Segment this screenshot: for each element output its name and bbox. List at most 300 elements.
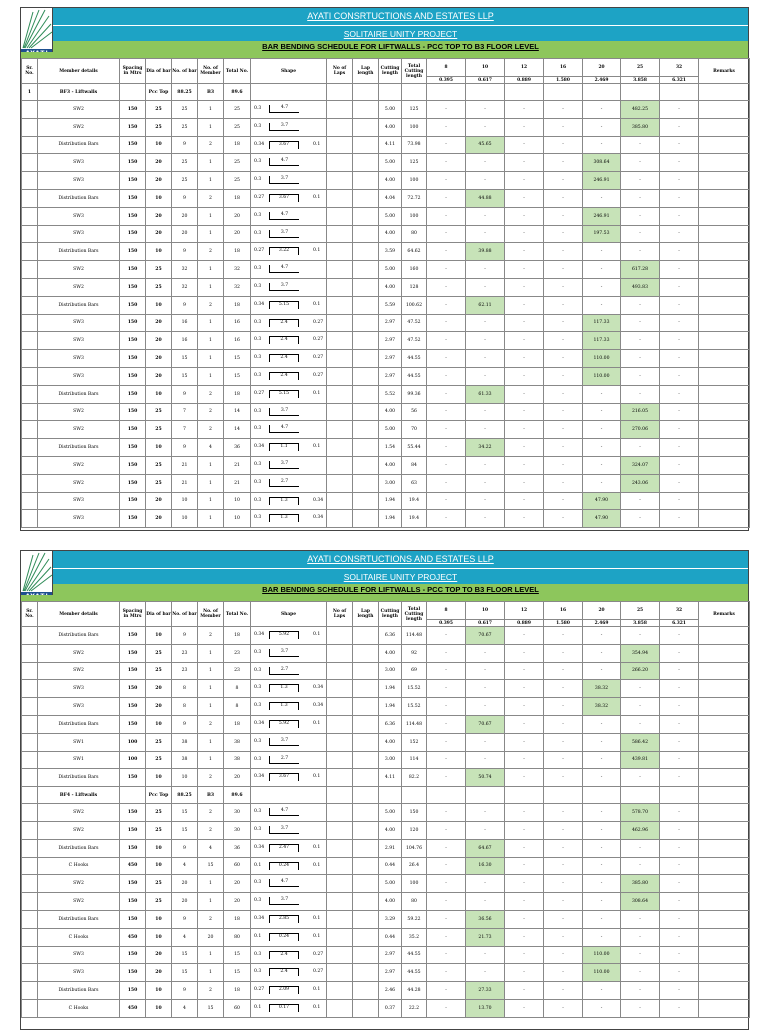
cell-member: Distribution Bars	[38, 769, 120, 787]
cell-nomember: 1	[198, 964, 224, 982]
cell-nobar: 7	[172, 403, 198, 421]
cell-laps	[327, 510, 353, 528]
table-row	[22, 225, 750, 243]
cell-weight: -	[583, 439, 621, 457]
shape-leg-a: 0.3	[254, 756, 262, 762]
cell-dia: 20	[146, 154, 172, 172]
cell-weight: 27.33	[466, 982, 505, 1000]
cell-nobar: 4	[172, 857, 198, 875]
cell-sr	[22, 207, 38, 225]
shape-leg-c: 0.1	[313, 301, 321, 307]
section-row	[22, 84, 750, 101]
cell-spacing: 150	[120, 680, 146, 698]
cell-weight: -	[621, 928, 660, 946]
cell-member: SW3	[38, 367, 120, 385]
cell-totcut: 63	[402, 474, 427, 492]
cell-weight: -	[505, 510, 544, 528]
cell-laplen	[353, 456, 379, 474]
cell-weight: -	[621, 314, 660, 332]
cell-totcut: 22.2	[402, 999, 427, 1017]
cell-dia: 25	[146, 118, 172, 136]
cell-member: Distribution Bars	[38, 189, 120, 207]
cell-dia: 20	[146, 314, 172, 332]
cell-weight: -	[544, 403, 583, 421]
shape-leg-c: 0.1	[313, 390, 321, 396]
table-row	[22, 857, 750, 875]
cell-totcut: 72.72	[402, 189, 427, 207]
shape-leg-a: 0.34	[254, 141, 265, 147]
cell-laplen	[353, 243, 379, 261]
cell-weight: -	[660, 751, 699, 769]
cell-laplen	[353, 332, 379, 350]
section-blank	[251, 84, 327, 101]
cell-nomember: 15	[198, 999, 224, 1017]
cell-cutlen: 5.00	[379, 261, 402, 279]
cell-dia: 10	[146, 857, 172, 875]
bar-shape-icon: 3.22	[269, 247, 299, 255]
cell-weight: -	[621, 172, 660, 190]
cell-weight: -	[544, 733, 583, 751]
cell-laplen	[353, 510, 379, 528]
header-row	[22, 59, 750, 77]
cell-dia: 10	[146, 136, 172, 154]
col-header-totcut: Total Cutting length	[402, 602, 427, 627]
cell-nobar: 4	[172, 999, 198, 1017]
cell-weight: -	[544, 910, 583, 928]
cell-weight: 385.80	[621, 118, 660, 136]
cell-dia: 20	[146, 207, 172, 225]
shape-leg-a: 0.3	[254, 177, 262, 183]
cell-sr	[22, 857, 38, 875]
cell-weight: -	[427, 510, 466, 528]
cell-weight: -	[505, 644, 544, 662]
schedule-title: BAR BENDING SCHEDULE FOR LIFTWALLS - PCC TOP TO B3 FLOOR LEVEL	[53, 41, 748, 52]
cell-nobar: 20	[172, 893, 198, 911]
cell-dia: 25	[146, 403, 172, 421]
cell-sr	[22, 474, 38, 492]
cell-laps	[327, 136, 353, 154]
cell-sr	[22, 751, 38, 769]
cell-laps	[327, 733, 353, 751]
cell-shape	[251, 662, 327, 680]
cell-shape	[251, 644, 327, 662]
cell-weight: -	[544, 769, 583, 787]
col-header-d25: 25	[621, 602, 660, 620]
cell-weight: -	[427, 474, 466, 492]
cell-member: SW2	[38, 662, 120, 680]
cell-sr	[22, 662, 38, 680]
cell-laplen	[353, 350, 379, 368]
cell-weight: 243.06	[621, 474, 660, 492]
cell-weight: -	[466, 332, 505, 350]
cell-remarks	[699, 946, 750, 964]
cell-weight: -	[427, 439, 466, 457]
cell-remarks	[699, 964, 750, 982]
cell-weight: -	[660, 510, 699, 528]
cell-shape	[251, 769, 327, 787]
table-row	[22, 821, 750, 839]
cell-weight: 39.88	[466, 243, 505, 261]
company-title: AYATI CONSRTUCTIONS AND ESTATES LLP	[53, 551, 748, 568]
shape-leg-c: 0.1	[313, 248, 321, 254]
cell-totcut: 26.4	[402, 857, 427, 875]
col-header-d10: 10	[466, 602, 505, 620]
cell-total: 80	[224, 928, 251, 946]
cell-weight: -	[427, 821, 466, 839]
section-blank	[621, 787, 660, 804]
cell-spacing: 150	[120, 715, 146, 733]
table-row	[22, 367, 750, 385]
cell-spacing: 150	[120, 154, 146, 172]
cell-remarks	[699, 644, 750, 662]
cell-weight: -	[505, 839, 544, 857]
cell-dia: 10	[146, 439, 172, 457]
section-blank	[427, 787, 466, 804]
cell-totcut: 100	[402, 172, 427, 190]
cell-sr	[22, 627, 38, 645]
cell-shape	[251, 101, 327, 119]
cell-shape	[251, 875, 327, 893]
cell-totcut: 100	[402, 118, 427, 136]
cell-weight: -	[660, 278, 699, 296]
cell-total: 25	[224, 154, 251, 172]
cell-cutlen: 5.00	[379, 154, 402, 172]
cell-nomember: 2	[198, 910, 224, 928]
shape-leg-a: 0.3	[254, 703, 262, 709]
cell-nobar: 8	[172, 680, 198, 698]
shape-leg-a: 0.3	[254, 372, 262, 378]
bar-shape-icon: 3.67	[269, 773, 299, 781]
unit-weight-w12: 0.889	[505, 77, 544, 84]
shape-leg-c: 0.1	[313, 915, 321, 921]
cell-totcut: 100	[402, 207, 427, 225]
shape-leg-a: 0.3	[254, 283, 262, 289]
cell-nobar: 9	[172, 296, 198, 314]
shape-leg-a: 0.3	[254, 951, 262, 957]
cell-shape	[251, 839, 327, 857]
cell-weight: 308.64	[583, 154, 621, 172]
cell-spacing: 150	[120, 172, 146, 190]
cell-weight: -	[466, 172, 505, 190]
cell-spacing: 150	[120, 207, 146, 225]
cell-laplen	[353, 136, 379, 154]
cell-spacing: 150	[120, 662, 146, 680]
cell-weight: -	[621, 492, 660, 510]
cell-spacing: 150	[120, 332, 146, 350]
col-header-totcut: Total Cutting length	[402, 59, 427, 84]
cell-total: 10	[224, 492, 251, 510]
cell-weight: -	[505, 964, 544, 982]
table-row	[22, 839, 750, 857]
cell-dia: 20	[146, 492, 172, 510]
shape-leg-a: 0.34	[254, 301, 265, 307]
cell-laps	[327, 821, 353, 839]
shape-leg-c: 0.1	[313, 720, 321, 726]
cell-weight: -	[466, 225, 505, 243]
cell-laplen	[353, 698, 379, 716]
cell-dia: 10	[146, 769, 172, 787]
table-row	[22, 910, 750, 928]
table-row	[22, 928, 750, 946]
table-row	[22, 296, 750, 314]
cell-laps	[327, 172, 353, 190]
cell-weight: -	[583, 928, 621, 946]
cell-weight: 70.67	[466, 715, 505, 733]
cell-nobar: 7	[172, 421, 198, 439]
shape-leg-a: 0.1	[254, 1004, 262, 1010]
cell-laplen	[353, 928, 379, 946]
project-title: SOLITAIRE UNITY PROJECT	[53, 25, 748, 41]
cell-cutlen: 4.00	[379, 893, 402, 911]
bar-shape-icon: 3.7	[269, 897, 299, 905]
cell-shape	[251, 421, 327, 439]
cell-weight: -	[583, 296, 621, 314]
cell-weight: -	[660, 367, 699, 385]
shape-leg-a: 0.3	[254, 880, 262, 886]
cell-member: C Hooks	[38, 928, 120, 946]
cell-weight: -	[466, 804, 505, 822]
cell-remarks	[699, 769, 750, 787]
cell-remarks	[699, 225, 750, 243]
table-row	[22, 261, 750, 279]
cell-spacing: 150	[120, 769, 146, 787]
cell-member: Distribution Bars	[38, 136, 120, 154]
cell-laplen	[353, 839, 379, 857]
cell-cutlen: 4.04	[379, 189, 402, 207]
cell-shape	[251, 243, 327, 261]
cell-weight: -	[583, 421, 621, 439]
cell-weight: -	[427, 314, 466, 332]
cell-member: SW2	[38, 421, 120, 439]
cell-dia: 10	[146, 999, 172, 1017]
cell-sr	[22, 118, 38, 136]
cell-remarks	[699, 189, 750, 207]
cell-weight: -	[583, 662, 621, 680]
col-header-spacing: Spacing in Mtrs	[120, 59, 146, 84]
cell-laps	[327, 225, 353, 243]
cell-totcut: 100	[402, 875, 427, 893]
unit-weight-w32: 6.321	[660, 77, 699, 84]
cell-nomember: 1	[198, 662, 224, 680]
cell-weight: -	[427, 662, 466, 680]
cell-weight: -	[427, 492, 466, 510]
col-header-laplen: Lap length	[353, 602, 379, 627]
company-logo	[21, 551, 53, 601]
cell-weight: 70.67	[466, 627, 505, 645]
company-logo	[21, 8, 53, 58]
cell-cutlen: 4.00	[379, 118, 402, 136]
cell-weight: -	[505, 118, 544, 136]
table-row	[22, 492, 750, 510]
table-row	[22, 314, 750, 332]
cell-total: 30	[224, 804, 251, 822]
bar-shape-icon: 5.15	[269, 301, 299, 309]
cell-cutlen: 2.97	[379, 350, 402, 368]
cell-weight: -	[427, 136, 466, 154]
cell-spacing: 450	[120, 999, 146, 1017]
cell-totcut: 15.52	[402, 698, 427, 716]
cell-sr	[22, 821, 38, 839]
cell-member: SW1	[38, 733, 120, 751]
section-row	[22, 787, 750, 804]
cell-weight: 50.74	[466, 769, 505, 787]
shape-leg-a: 0.3	[254, 898, 262, 904]
cell-weight: -	[660, 385, 699, 403]
shape-leg-c: 0.1	[313, 933, 321, 939]
cell-weight: -	[660, 662, 699, 680]
cell-total: 18	[224, 910, 251, 928]
table-row	[22, 946, 750, 964]
unit-weight-w16: 1.580	[544, 77, 583, 84]
cell-weight: 462.96	[621, 821, 660, 839]
cell-total: 21	[224, 456, 251, 474]
cell-weight: -	[621, 857, 660, 875]
cell-nobar: 20	[172, 225, 198, 243]
cell-laps	[327, 350, 353, 368]
cell-nomember: 2	[198, 769, 224, 787]
bar-shape-icon: 2.7	[269, 756, 299, 764]
section-pcc: Pcc Top	[146, 787, 172, 804]
shape-leg-a: 0.3	[254, 212, 262, 218]
cell-totcut: 125	[402, 154, 427, 172]
header-row	[22, 602, 750, 620]
cell-totcut: 47.52	[402, 332, 427, 350]
cell-shape	[251, 474, 327, 492]
cell-weight: -	[427, 928, 466, 946]
bar-shape-icon: 2.4	[269, 354, 299, 362]
cell-cutlen: 0.44	[379, 928, 402, 946]
cell-sr	[22, 875, 38, 893]
cell-weight: 578.70	[621, 804, 660, 822]
cell-weight: -	[660, 296, 699, 314]
cell-nomember: 1	[198, 751, 224, 769]
shape-leg-a: 0.3	[254, 497, 262, 503]
cell-cutlen: 5.00	[379, 207, 402, 225]
cell-total: 36	[224, 439, 251, 457]
cell-weight: -	[544, 136, 583, 154]
cell-weight: 197.53	[583, 225, 621, 243]
bar-shape-icon: 2.09	[269, 986, 299, 994]
col-header-d12: 12	[505, 602, 544, 620]
bar-shape-icon: 3.67	[269, 194, 299, 202]
cell-laplen	[353, 964, 379, 982]
cell-remarks	[699, 982, 750, 1000]
cell-weight: -	[427, 839, 466, 857]
cell-totcut: 70	[402, 421, 427, 439]
cell-weight: -	[660, 857, 699, 875]
cell-laps	[327, 662, 353, 680]
cell-spacing: 150	[120, 456, 146, 474]
cell-weight: -	[505, 136, 544, 154]
section-blank	[251, 787, 327, 804]
table-row	[22, 118, 750, 136]
cell-weight: -	[583, 769, 621, 787]
cell-weight: -	[505, 403, 544, 421]
cell-weight: -	[427, 421, 466, 439]
cell-nomember: 1	[198, 456, 224, 474]
cell-nomember: 1	[198, 225, 224, 243]
cell-nomember: 1	[198, 474, 224, 492]
cell-weight: -	[505, 189, 544, 207]
col-header-d20: 20	[583, 602, 621, 620]
cell-remarks	[699, 804, 750, 822]
cell-weight: 117.33	[583, 314, 621, 332]
shape-leg-a: 0.1	[254, 862, 262, 868]
cell-dia: 10	[146, 385, 172, 403]
cell-laplen	[353, 715, 379, 733]
cell-weight: 44.88	[466, 189, 505, 207]
cell-weight: -	[660, 350, 699, 368]
cell-member: SW2	[38, 644, 120, 662]
table-row	[22, 421, 750, 439]
shape-leg-a: 0.3	[254, 738, 262, 744]
cell-totcut: 73.98	[402, 136, 427, 154]
cell-laplen	[353, 296, 379, 314]
cell-shape	[251, 492, 327, 510]
cell-nomember: 1	[198, 154, 224, 172]
section-label: BF3 - Liftwalls	[38, 84, 120, 101]
cell-weight: -	[466, 893, 505, 911]
cell-spacing: 150	[120, 403, 146, 421]
cell-nobar: 21	[172, 456, 198, 474]
cell-member: Distribution Bars	[38, 385, 120, 403]
cell-shape	[251, 136, 327, 154]
cell-totcut: 92	[402, 644, 427, 662]
table-row	[22, 189, 750, 207]
shape-leg-c: 0.1	[313, 444, 321, 450]
cell-dia: 20	[146, 350, 172, 368]
cell-nomember: 1	[198, 946, 224, 964]
cell-weight: -	[505, 296, 544, 314]
cell-nomember: 2	[198, 403, 224, 421]
cell-laps	[327, 296, 353, 314]
shape-leg-a: 0.3	[254, 266, 262, 272]
cell-spacing: 150	[120, 627, 146, 645]
cell-dia: 20	[146, 332, 172, 350]
cell-sr	[22, 314, 38, 332]
cell-shape	[251, 751, 327, 769]
cell-weight: -	[427, 680, 466, 698]
shape-leg-a: 0.3	[254, 408, 262, 414]
cell-sr	[22, 698, 38, 716]
cell-dia: 25	[146, 474, 172, 492]
section-blank	[120, 787, 146, 804]
cell-sr	[22, 982, 38, 1000]
cell-member: SW2	[38, 403, 120, 421]
cell-weight: -	[544, 804, 583, 822]
shape-leg-a: 0.3	[254, 337, 262, 343]
shape-leg-a: 0.27	[254, 248, 265, 254]
cell-weight: -	[621, 510, 660, 528]
cell-total: 16	[224, 314, 251, 332]
cell-weight: 246.91	[583, 207, 621, 225]
unit-weight-w32: 6.321	[660, 620, 699, 627]
cell-weight: -	[544, 207, 583, 225]
bbs-sheet-2	[20, 550, 749, 1030]
cell-dia: 20	[146, 946, 172, 964]
cell-laplen	[353, 421, 379, 439]
table-row	[22, 964, 750, 982]
cell-cutlen: 5.00	[379, 804, 402, 822]
cell-laps	[327, 261, 353, 279]
cell-weight: -	[505, 172, 544, 190]
cell-weight: -	[505, 627, 544, 645]
section-blank	[327, 84, 353, 101]
table-row	[22, 385, 750, 403]
section-blank	[402, 84, 427, 101]
section-lv1: 88.25	[172, 84, 198, 101]
cell-weight: 266.20	[621, 662, 660, 680]
